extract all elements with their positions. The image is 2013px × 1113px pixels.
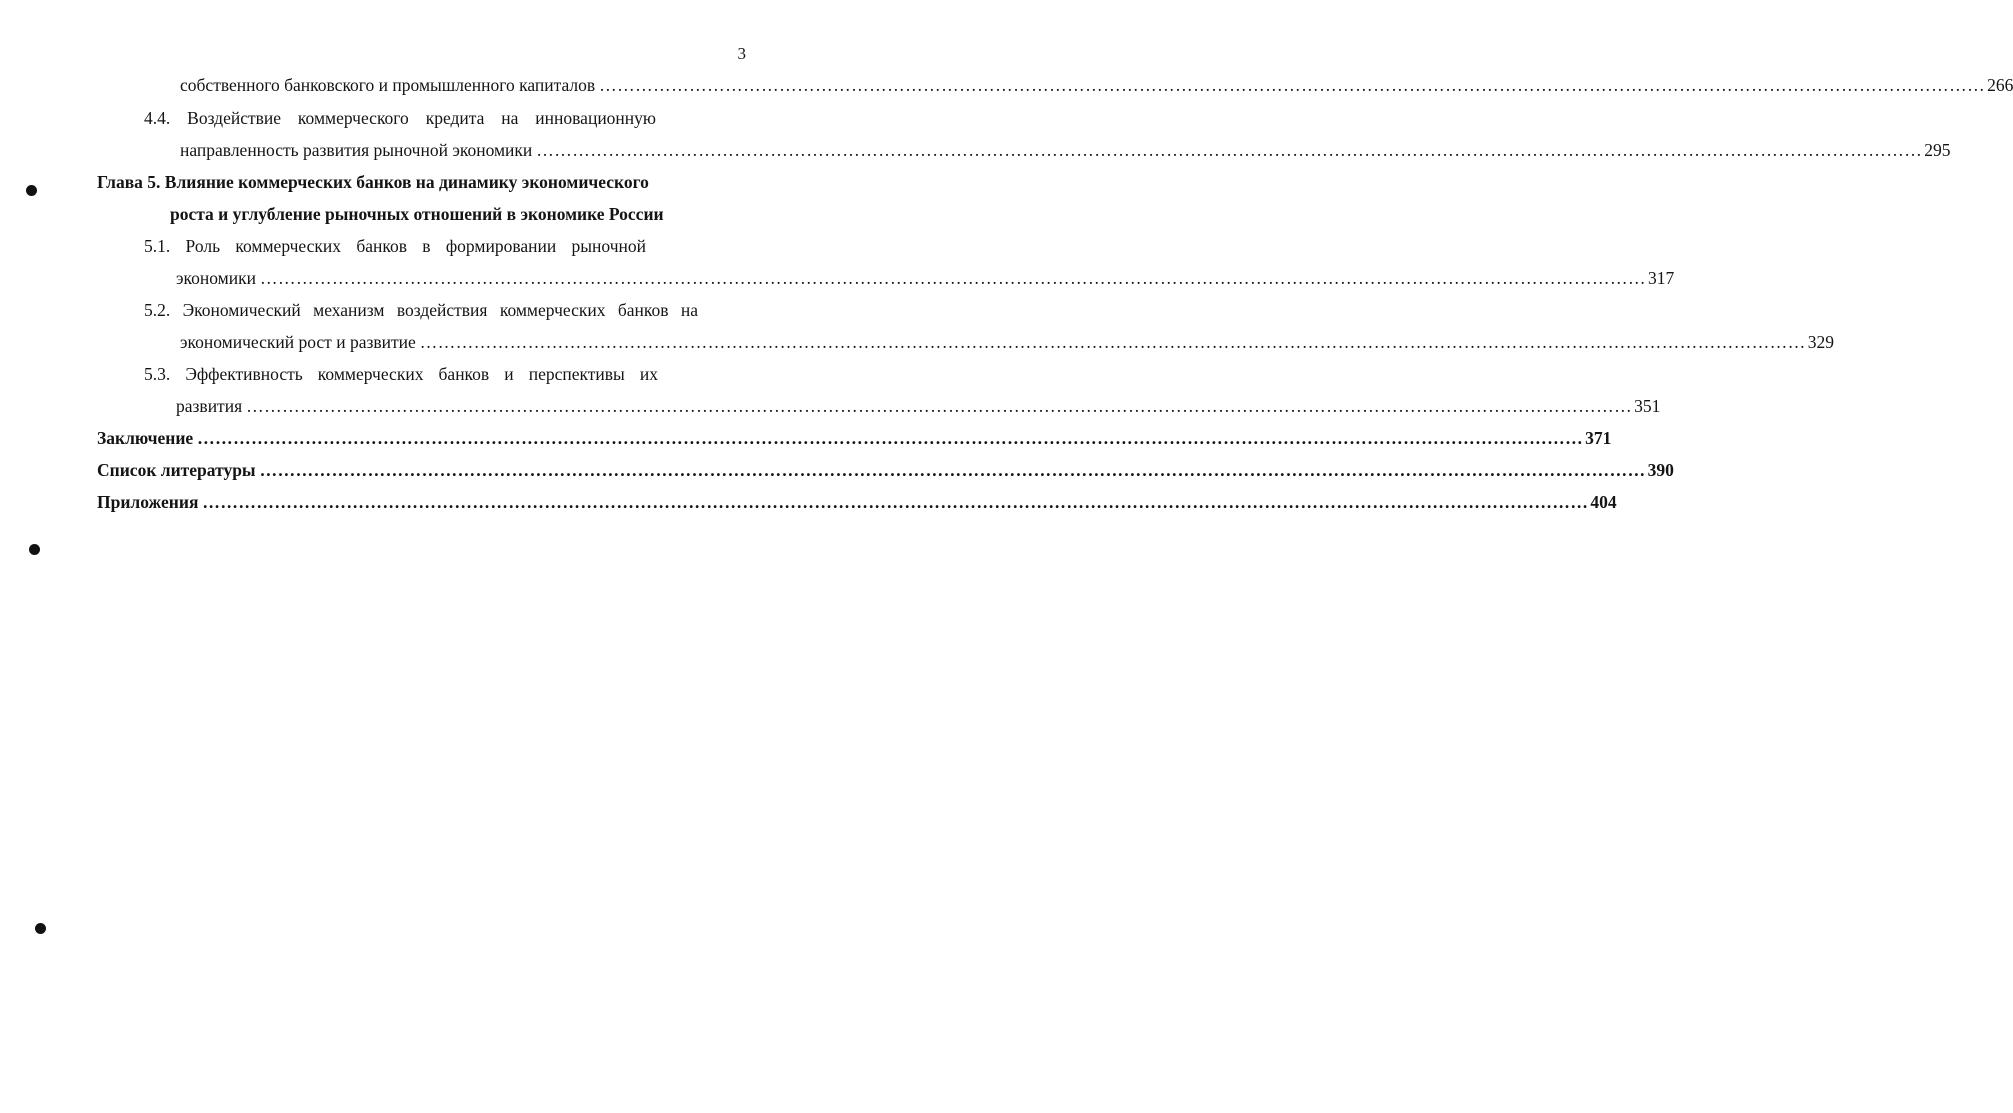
toc-leader-dots: …………………………………………………………………………………………………………………………………………………………………………………………………………… [202, 492, 1589, 512]
toc-leader-dots: …………………………………………………………………………………………………………………………………………………………………………………………………………… [536, 140, 1923, 160]
toc-page-number: 329 [1807, 332, 1835, 352]
toc-references [97, 455, 1674, 485]
toc-section-4-4 [180, 135, 1951, 165]
toc-leader-dots: …………………………………………………………………………………………………………………………………………………………………………………………………………… [259, 268, 1646, 288]
toc-leader-dots: …………………………………………………………………………………………………………………………………………………………………………………………………………… [599, 75, 1986, 95]
punch-hole-top [26, 185, 37, 196]
punch-hole-bottom [35, 923, 46, 934]
toc-entry-text: экономический рост и развитие [180, 332, 416, 352]
toc-section-4-4-title: 4.4. Воздействие коммерческого кредита на инновационную [144, 108, 656, 128]
toc-appendices [97, 487, 1617, 517]
toc-entry-text: экономики [176, 268, 256, 288]
toc-leader-dots: …………………………………………………………………………………………………………………………………………………………………………………………………………… [259, 460, 1646, 480]
toc-page-number: 371 [1585, 428, 1612, 448]
toc-leader-dots: …………………………………………………………………………………………………………………………………………………………………………………………………………… [197, 428, 1584, 448]
toc-entry-text: собственного банковского и промышленного капиталов [180, 75, 596, 95]
toc-section-5-2-title: 5.2. Экономический механизм воздействия коммерческих банков на [144, 300, 698, 320]
toc-leader-dots: …………………………………………………………………………………………………………………………………………………………………………………………………………… [419, 332, 1806, 352]
toc-leader-dots: …………………………………………………………………………………………………………………………………………………………………………………………………………… [246, 396, 1633, 416]
toc-entry-text: направленность развития рыночной экономики [180, 140, 533, 160]
toc-entry-capitals [180, 70, 2013, 100]
toc-section-5-3 [176, 391, 1661, 421]
toc-page-number: 317 [1647, 268, 1675, 288]
toc-section-5-3-title: 5.3. Эффективность коммерческих банков и перспективы их [144, 364, 658, 384]
toc-section-5-1 [176, 263, 1675, 293]
toc-page-number: 266 [1987, 75, 2013, 95]
toc-entry-text: Заключение [97, 428, 194, 448]
page-number: 3 [737, 44, 746, 63]
toc-chapter-5-subtitle: роста и углубление рыночных отношений в экономике России [170, 204, 664, 224]
toc-page-number: 404 [1590, 492, 1617, 512]
toc-page-number: 295 [1924, 140, 1951, 160]
toc-entry-text: Приложения [97, 492, 199, 512]
toc-entry-text: Список литературы [97, 460, 256, 480]
toc-page-number: 390 [1647, 460, 1674, 480]
toc-section-5-2 [180, 327, 1835, 357]
toc-chapter-5-title: Глава 5. Влияние коммерческих банков на динамику экономического [97, 172, 649, 192]
toc-entry-text: развития [176, 396, 243, 416]
punch-hole-middle [29, 544, 40, 555]
toc-section-5-1-title: 5.1. Роль коммерческих банков в формировании рыночной [144, 236, 646, 256]
toc-page-number: 351 [1634, 396, 1661, 416]
toc-conclusion [97, 423, 1612, 453]
